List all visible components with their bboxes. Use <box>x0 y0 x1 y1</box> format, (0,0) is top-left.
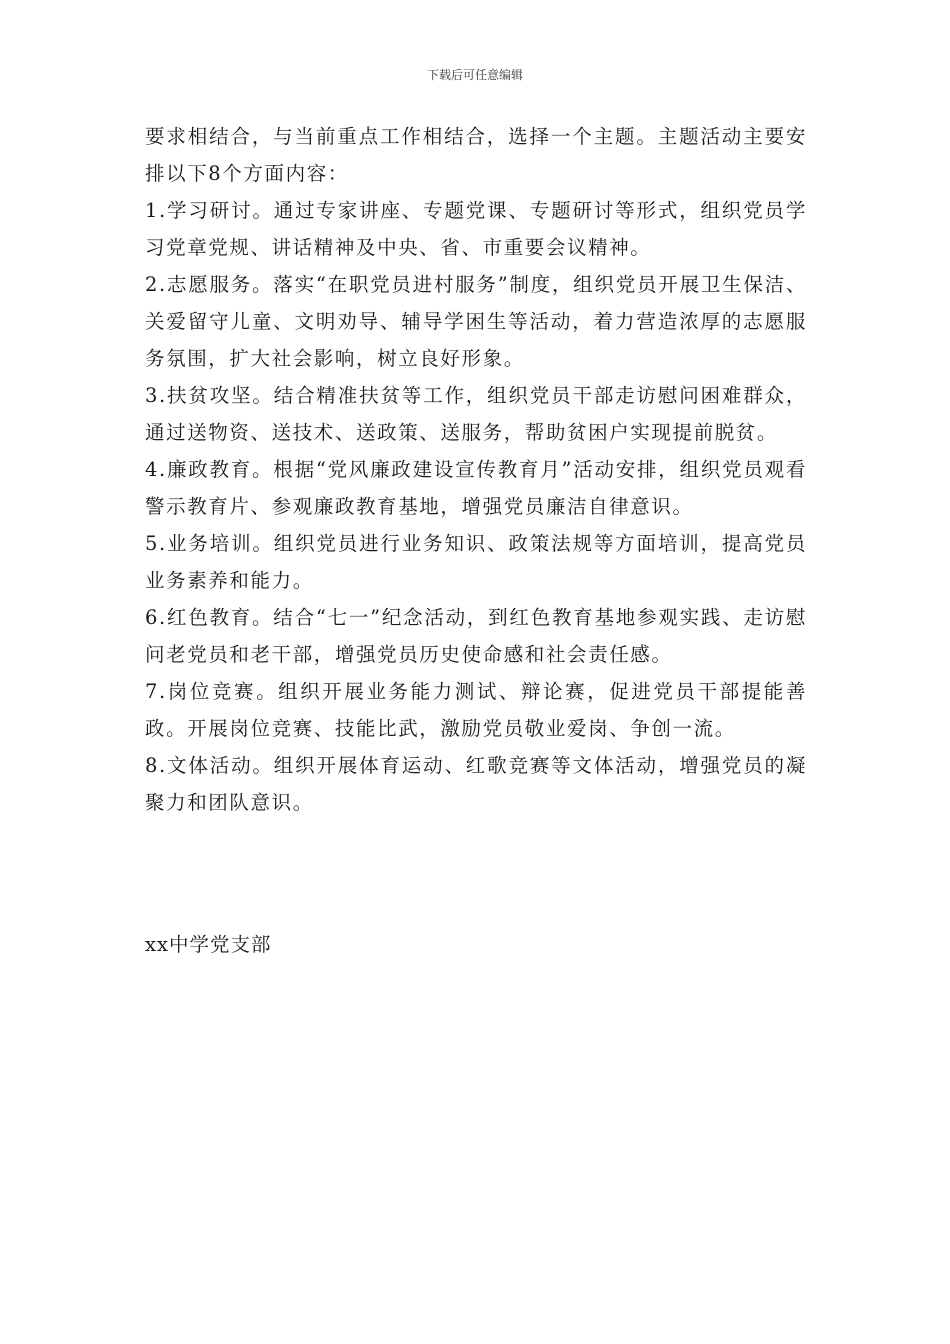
item-training-paragraph: 5.业务培训。组织党员进行业务知识、政策法规等方面培训，提高党员业务素养和能力。 <box>145 532 807 592</box>
item-study-paragraph: 1.学习研讨。通过专家讲座、专题党课、专题研讨等形式，组织党员学习党章党规、讲话精神及中央、省、市重要会议精神。 <box>145 199 807 259</box>
item-sports-paragraph: 8.文体活动。组织开展体育运动、红歌竞赛等文体活动，增强党员的凝聚力和团队意识。 <box>145 754 807 814</box>
item-red-education-paragraph: 6.红色教育。结合“七一”纪念活动，到红色教育基地参观实践、走访慰问老党员和老干部，增强党员历史使命感和社会责任感。 <box>145 606 807 666</box>
item-volunteer-paragraph: 2.志愿服务。落实“在职党员进村服务”制度，组织党员开展卫生保洁、关爱留守儿童、文明劝导、辅导学困生等活动，着力营造浓厚的志愿服务氛围，扩大社会影响，树立良好形象。 <box>145 273 807 370</box>
item-poverty-paragraph: 3.扶贫攻坚。结合精准扶贫等工作，组织党员干部走访慰问困难群众，通过送物资、送技术、送政策、送服务，帮助贫困户实现提前脱贫。 <box>145 384 807 444</box>
item-integrity-paragraph: 4.廉政教育。根据“党风廉政建设宣传教育月”活动安排，组织党员观看警示教育片、参观廉政教育基地，增强党员廉洁自律意识。 <box>145 458 807 518</box>
intro-paragraph: 要求相结合，与当前重点工作相结合，选择一个主题。主题活动主要安排以下8个方面内容： <box>145 125 807 185</box>
item-competition-paragraph: 7.岗位竞赛。组织开展业务能力测试、辩论赛，促进党员干部提能善政。开展岗位竞赛、技能比武，激励党员敬业爱岗、争创一流。 <box>145 680 807 740</box>
page-header: 下载后可任意编辑 <box>426 68 523 82</box>
signature: xx中学党支部 <box>145 933 272 956</box>
document-body <box>145 118 807 821</box>
